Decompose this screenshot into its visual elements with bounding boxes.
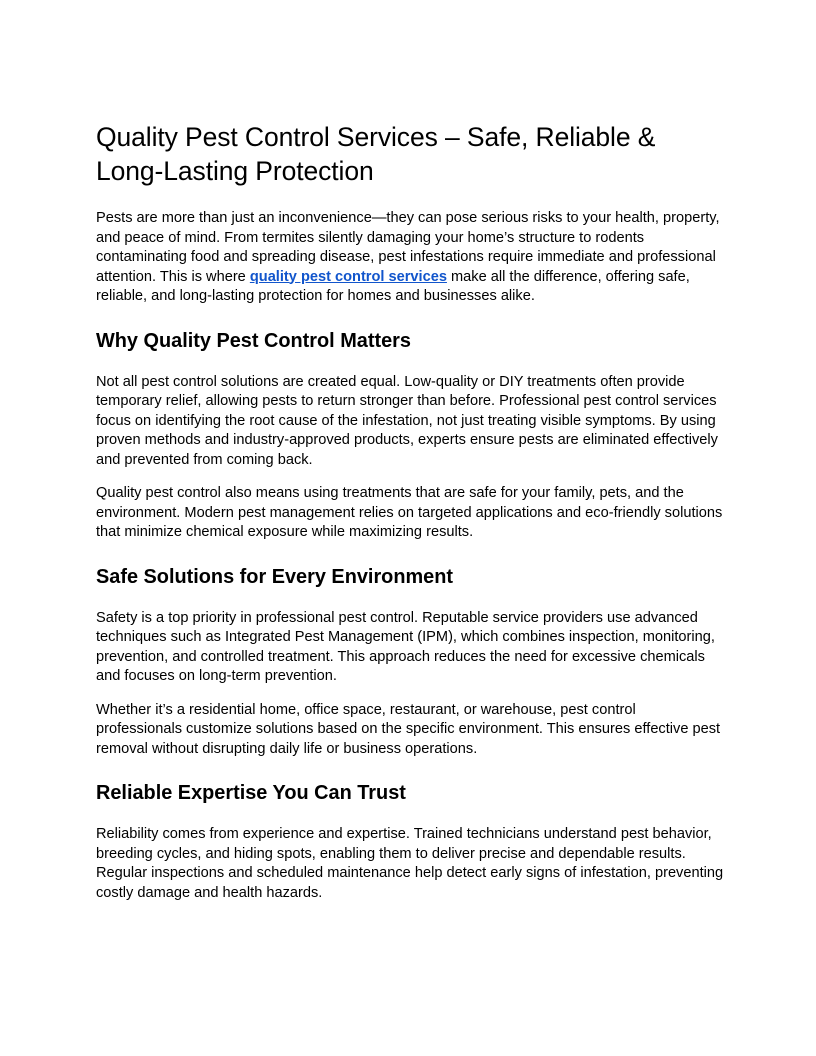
section-paragraph: Safety is a top priority in professional pest control. Reputable service providers use advanced techniques such as Integrated Pest Management (IPM), which combines inspection, monitoring, prevention, and controlled treatment. This approach reduces the need for excessive chemicals and focuses on long-term prevention. [96,609,715,684]
section-heading-reliable-expertise: Reliable Expertise You Can Trust [96,782,406,804]
document-title: Quality Pest Control Services – Safe, Reliable & Long-Lasting Protection [96,122,656,186]
section-paragraph: Not all pest control solutions are created equal. Low-quality or DIY treatments often provide temporary relief, allowing pests to return stronger than before. Professional pest control services focus on identifying the root cause of the infestation, not just treating visible symptoms. By using proven methods and industry-approved products, experts ensure pests are eliminated effectively and prevented from coming back. [96,373,718,468]
section-paragraph: Quality pest control also means using treatments that are safe for your family, pets, and the environment. Modern pest management relies on targeted applications and eco-friendly solutions that minimize chemical exposure while maximizing results. [96,485,723,540]
section-heading-safe-solutions: Safe Solutions for Every Environment [96,565,454,588]
section-paragraph: Reliability comes from experience and expertise. Trained technicians understand pest behavior, breeding cycles, and hiding spots, enabling them to deliver precise and dependable results. Regular inspections and scheduled maintenance help detect early signs of infestation, preventing costly damage and health hazards. [96,826,724,901]
document-page [96,120,724,917]
intro-text-after-link: make all the difference, offering safe, reliable, and long-lasting protection for homes and businesses alike. [96,268,690,304]
section-heading-why-quality: Why Quality Pest Control Matters [96,329,411,352]
quality-pest-control-services-link[interactable]: quality pest control services [249,268,447,285]
intro-text-before-link: Pests are more than just an inconvenience—they can pose serious risks to your health, property, and peace of mind. From termites silently damaging your home’s structure to rodents contaminating food and spreading disease, pest infestations require immediate and professional attention. This is where [96,210,720,285]
intro-paragraph [96,209,724,307]
section-paragraph: Whether it’s a residential home, office space, restaurant, or warehouse, pest control professionals customize solutions based on the specific environment. This ensures effective pest removal without disrupting daily life or business operations. [96,701,721,757]
